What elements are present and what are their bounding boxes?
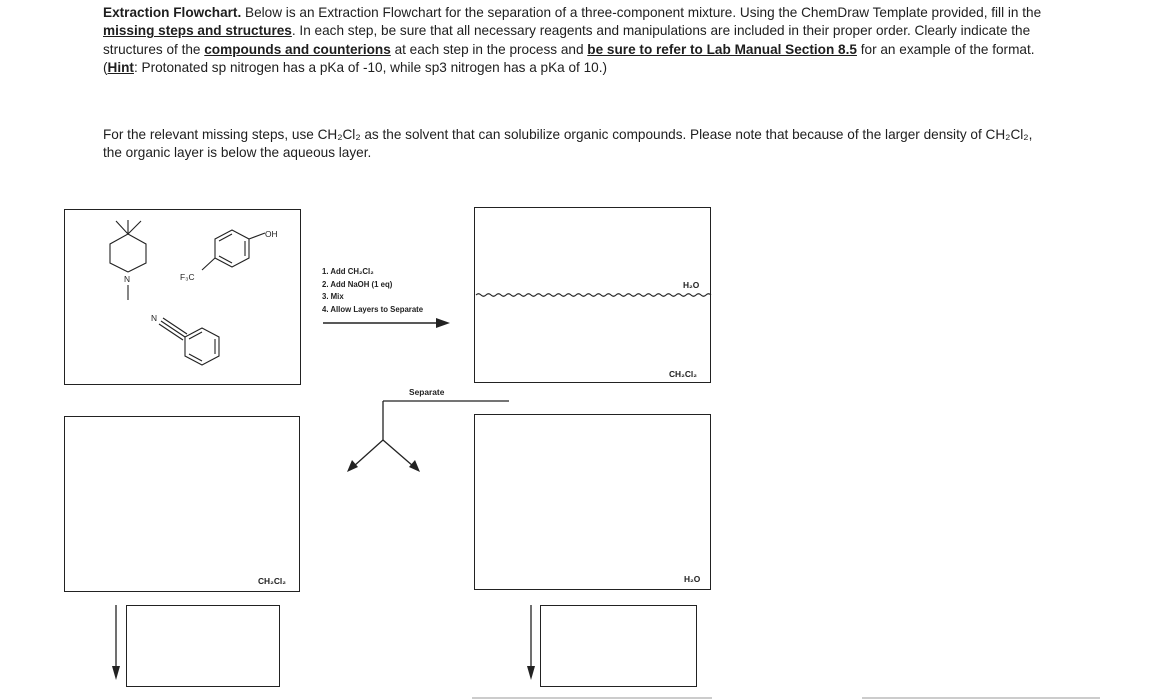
separate-fork <box>354 401 509 466</box>
organic-solvent-label: CH₂Cl₂ <box>258 576 286 586</box>
instruction-text-1: Below is an Extraction Flowchart for the separation of a three-component mixture. Using the ChemDraw Template provided, fill in the <box>241 5 1042 20</box>
solvent-note: For the relevant missing steps, use CH₂Cl₂ as the solvent that can solubilize organic compounds. Please note that because of the larger density of CH₂Cl₂, the organic layer is below the aqueous layer. <box>103 127 1033 161</box>
instruction-text-3: at each step in the process and <box>390 41 588 57</box>
amine-nitrogen-label: N <box>124 274 131 284</box>
instruction-text-5: : Protonated sp nitrogen has a pKa of -10, while sp3 nitrogen has a pKa of 10.) <box>133 60 608 76</box>
instruction-text-2: . In each step, be sure that all necessary reagents and manipulations are included in their proper order. Clearly indicate the structures of the <box>103 23 1031 57</box>
piperidine-structure <box>110 220 146 300</box>
step-2: 2. Add NaOH (1 eq) <box>322 279 393 289</box>
separate-label: Separate <box>409 387 445 397</box>
layer-boundary <box>476 294 711 297</box>
flowchart-title: Extraction Flowchart. <box>103 5 242 20</box>
trifluoromethyl-label: F₃C <box>180 272 195 282</box>
phenol-structure <box>202 230 265 270</box>
step-1: 1. Add CH₂Cl₂ <box>322 267 374 276</box>
dcm-layer-label: CH₂Cl₂ <box>669 369 697 379</box>
step-4: 4. Allow Layers to Separate <box>322 304 424 314</box>
aqueous-solvent-label: H₂O <box>684 574 701 584</box>
hint-label: Hint <box>107 60 134 76</box>
water-layer-label: H₂O <box>683 280 700 290</box>
missing-steps-emphasis: missing steps and structures <box>103 23 292 39</box>
reaction-arrowhead <box>436 318 450 328</box>
compounds-emphasis: compounds and counterions <box>204 41 391 57</box>
nitrile-nitrogen-label: N <box>151 313 158 323</box>
reaction-steps <box>322 266 423 316</box>
lab-manual-reference: be sure to refer to Lab Manual Section 8.5 <box>587 41 857 57</box>
step-3: 3. Mix <box>322 292 344 302</box>
benzonitrile-structure <box>159 318 219 365</box>
hydroxyl-label: OH <box>265 229 278 239</box>
instruction-text-4: for an example of the format. ( <box>103 41 1035 76</box>
